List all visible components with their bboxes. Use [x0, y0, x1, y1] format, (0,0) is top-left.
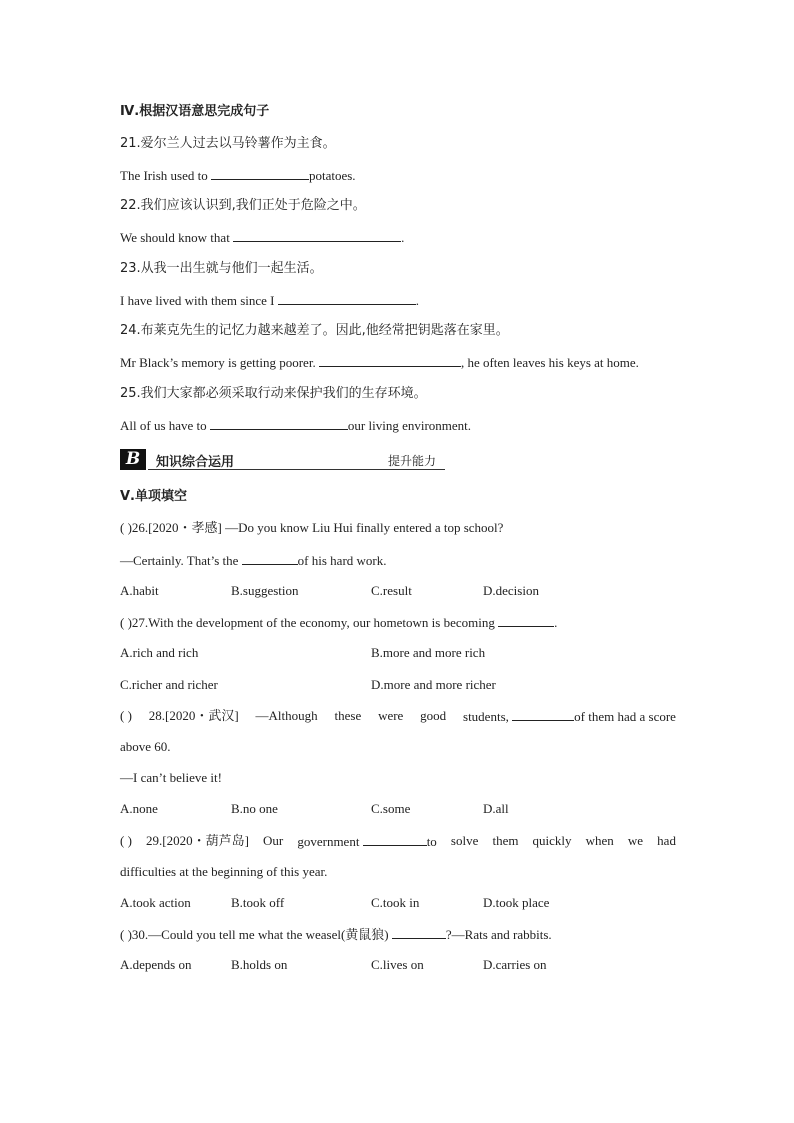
section-b-badge: B — [120, 449, 146, 470]
q29-word: government — [297, 834, 360, 849]
q28-answer-paren[interactable]: ( ) — [120, 708, 132, 723]
q27-stem-text: 27.With the development of the economy, our hometown is becoming — [131, 615, 499, 630]
q28-word: these — [334, 708, 362, 723]
q29-blank — [363, 833, 427, 846]
q29-word: to — [426, 834, 437, 849]
q29-option-c[interactable]: C.took in — [371, 895, 420, 910]
q28-word: were — [378, 708, 404, 723]
q30-stem — [120, 926, 552, 943]
q25-text-b: our living environment. — [347, 418, 472, 433]
q21-chinese: 21.爱尔兰人过去以马铃薯作为主食。 — [120, 136, 336, 151]
q29-option-b[interactable]: B.took off — [231, 895, 285, 910]
q21-text-b: potatoes. — [308, 168, 356, 183]
q26-line2-a: —Certainly. That’s the — [120, 553, 242, 568]
q26-option-b[interactable]: B.suggestion — [231, 583, 299, 598]
q26-line2-b: of his hard work. — [297, 553, 387, 568]
q23-text-a: I have lived with them since I — [120, 293, 278, 308]
q24-english — [120, 354, 639, 371]
q28-blank — [512, 708, 574, 721]
q26-stem — [120, 520, 503, 536]
banner-divider — [148, 469, 445, 470]
q30-stem-end: ?—Rats and rabbits. — [445, 927, 552, 942]
banner-subtitle: 提升能力 — [388, 454, 437, 468]
q26-option-a[interactable]: A.habit — [120, 583, 159, 598]
section-5-heading: Ⅴ.单项填空 — [120, 489, 187, 504]
q28-word: —Although — [255, 708, 318, 723]
q27-answer-paren[interactable]: ( ) — [120, 615, 132, 630]
section-4-heading: Ⅳ.根据汉语意思完成句子 — [120, 104, 270, 119]
q30-option-d[interactable]: D.carries on — [483, 957, 547, 972]
q29-line2: difficulties at the beginning of this year. — [120, 864, 328, 879]
q30-blank — [392, 926, 446, 939]
q21-english — [120, 167, 356, 184]
q29-word: when — [585, 833, 614, 848]
q27-options-row2 — [120, 677, 680, 693]
q28-option-b[interactable]: B.no one — [231, 801, 278, 816]
q26-blank — [242, 552, 298, 565]
q26-options — [120, 583, 680, 599]
q28-line3: —I can’t believe it! — [120, 770, 222, 785]
q27-option-d[interactable]: D.more and more richer — [371, 677, 496, 692]
q30-options — [120, 957, 680, 973]
q29-word: solve — [450, 833, 479, 848]
q29-option-a[interactable]: A.took action — [120, 895, 191, 910]
q21-text-a: The Irish used to — [120, 168, 211, 183]
q23-english — [120, 292, 419, 309]
q28-option-c[interactable]: C.some — [371, 801, 411, 816]
q29-word: quickly — [532, 833, 572, 848]
q29-stem-row — [120, 833, 676, 850]
q29-options — [120, 895, 680, 911]
q28-word: 28.[2020・武汉] — [148, 708, 239, 723]
q30-option-c[interactable]: C.lives on — [371, 957, 424, 972]
q28-stem-tail: of them had a score — [574, 709, 676, 724]
q28-options — [120, 801, 680, 817]
q27-stem-end: . — [554, 615, 558, 630]
q28-stem — [120, 708, 676, 725]
banner-title: 知识综合运用 — [156, 455, 235, 470]
q28-stem-row — [120, 708, 676, 725]
q22-text-b: . — [401, 230, 405, 245]
q29-word-with-blank — [297, 833, 436, 850]
q27-blank — [498, 614, 554, 627]
q23-text-b: . — [415, 293, 420, 308]
q27-option-b[interactable]: B.more and more rich — [371, 645, 486, 660]
q30-option-b[interactable]: B.holds on — [231, 957, 288, 972]
section-banner — [120, 449, 445, 471]
q22-chinese: 22.我们应该认识到,我们正处于危险之中。 — [120, 198, 366, 213]
q25-chinese: 25.我们大家都必须采取行动来保护我们的生存环境。 — [120, 386, 427, 401]
q25-answer-blank[interactable] — [210, 417, 348, 430]
q22-answer-blank[interactable] — [233, 229, 401, 242]
q29-word: 29.[2020・葫芦岛] — [146, 833, 249, 848]
q22-text-a: We should know that — [120, 230, 234, 245]
q29-word: had — [657, 833, 676, 848]
q26-option-c[interactable]: C.result — [371, 583, 412, 598]
q24-chinese: 24.布莱克先生的记忆力越来越差了。因此,他经常把钥匙落在家里。 — [120, 323, 509, 338]
q27-stem — [120, 614, 557, 631]
q28-word: good — [420, 708, 447, 723]
q30-option-a[interactable]: A.depends on — [120, 957, 192, 972]
q29-word: Our — [263, 833, 284, 848]
q23-answer-blank[interactable] — [278, 292, 416, 305]
q25-english — [120, 417, 471, 434]
q26-option-d[interactable]: D.decision — [483, 583, 539, 598]
q27-options-row1 — [120, 645, 680, 661]
q24-text-b: , he often leaves his keys at home. — [460, 355, 639, 370]
q28-word: students, — [463, 709, 509, 724]
q26-answer-paren[interactable]: ( ) — [120, 520, 132, 535]
q21-answer-blank[interactable] — [211, 167, 309, 180]
q29-word: we — [627, 833, 644, 848]
q28-word-with-blank — [463, 708, 676, 725]
q25-text-a: All of us have to — [120, 418, 210, 433]
q30-stem-text: 30.—Could you tell me what the weasel(黄鼠狼) — [131, 927, 392, 942]
q30-answer-paren[interactable]: ( ) — [120, 927, 132, 942]
q29-stem — [120, 833, 676, 850]
q22-english — [120, 229, 404, 246]
q28-option-d[interactable]: D.all — [483, 801, 509, 816]
q29-word: them — [492, 833, 519, 848]
q26-stem-text: 26.[2020・孝感] —Do you know Liu Hui finally entered a top school? — [131, 520, 504, 535]
q24-text-a: Mr Black’s memory is getting poorer. — [120, 355, 319, 370]
q27-option-c[interactable]: C.richer and richer — [120, 677, 218, 692]
q23-chinese: 23.从我一出生就与他们一起生活。 — [120, 261, 323, 276]
q29-answer-paren[interactable]: ( ) — [120, 833, 132, 848]
q28-line2: above 60. — [120, 739, 171, 754]
q26-line2 — [120, 552, 387, 569]
q27-option-a[interactable]: A.rich and rich — [120, 645, 199, 660]
q29-option-d[interactable]: D.took place — [483, 895, 550, 910]
q28-option-a[interactable]: A.none — [120, 801, 158, 816]
q24-answer-blank[interactable] — [319, 354, 461, 367]
